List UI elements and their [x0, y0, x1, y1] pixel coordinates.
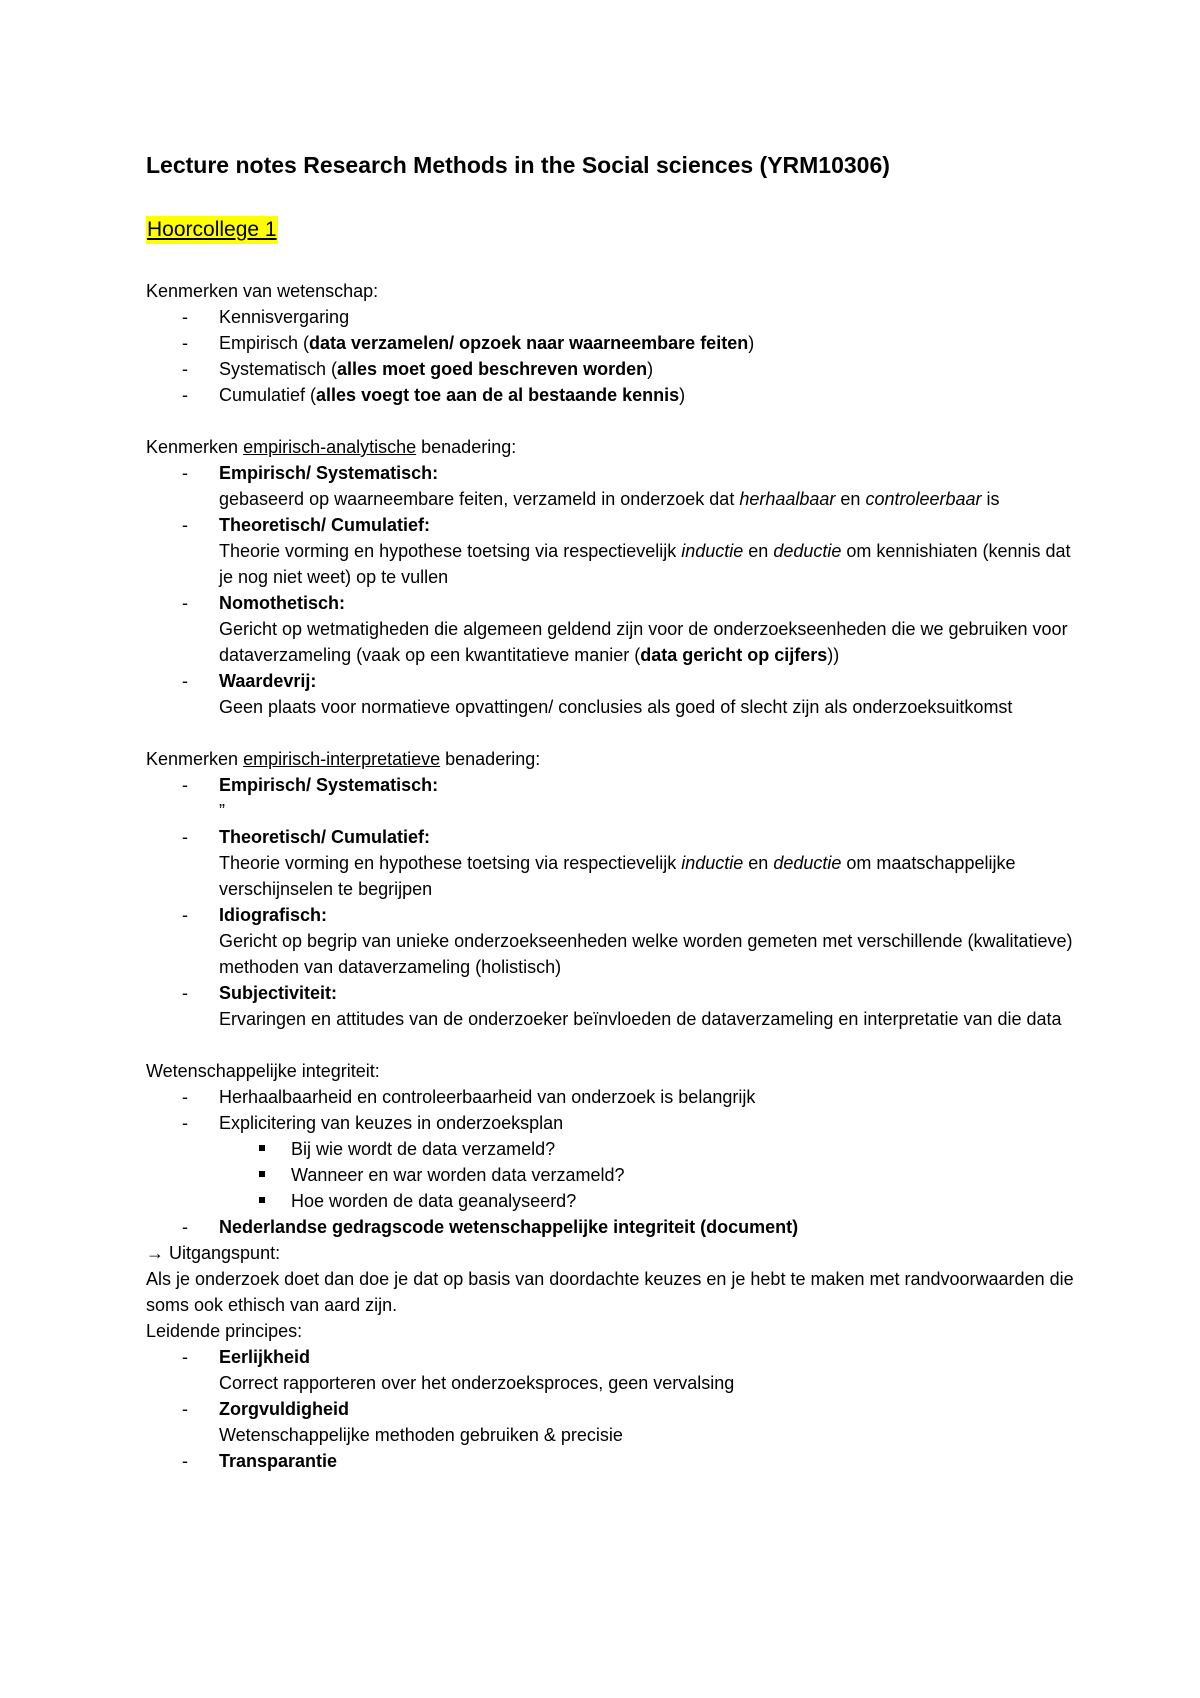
item-title: Eerlijkheid [219, 1347, 311, 1367]
item-text: gebaseerd op waarneembare feiten, verzameld in onderzoek dat [219, 489, 740, 509]
list-item [146, 330, 1076, 356]
paragraph: Als je onderzoek doet dan doe je dat op basis van doordachte keuzes en je hebt te maken met randvoorwaarden die soms ook ethisch van aard zijn. [146, 1269, 1074, 1315]
item-text: en [743, 541, 774, 561]
item-text: Ervaringen en attitudes van de onderzoeker beïnvloeden de dataverzameling en interpretatie van die data [219, 1009, 1062, 1029]
item-text: Theorie vorming en hypothese toetsing via respectievelijk [219, 541, 682, 561]
heading-underlined-text: empirisch-interpretatieve [243, 749, 441, 769]
item-bold-text: data gericht op cijfers [640, 645, 828, 665]
item-title: Idiografisch: [219, 905, 328, 925]
item-italic-text: inductie [681, 853, 744, 873]
item-text: ) [679, 385, 686, 405]
section-heading: Kenmerken van wetenschap: [146, 281, 379, 301]
item-title: Nederlandse gedragscode wetenschappelijke integriteit (document) [219, 1217, 799, 1237]
item-bold-text: data verzamelen/ opzoek naar waarneembare feiten [309, 333, 749, 353]
bullet-list [146, 1214, 1076, 1240]
item-title: Empirisch/ Systematisch: [219, 463, 439, 483]
item-title: Theoretisch/ Cumulatief: [219, 827, 431, 847]
item-title: Empirisch/ Systematisch: [219, 775, 439, 795]
heading-text: benadering: [416, 437, 517, 457]
list-item [146, 668, 1076, 720]
heading-underlined-text: empirisch-analytische [243, 437, 417, 457]
bullet-list [146, 772, 1076, 1032]
sub-list-item: Wanneer en war worden data verzameld? [146, 1162, 1076, 1188]
bullet-list [146, 1344, 1076, 1474]
sub-list-item: Bij wie wordt de data verzameld? [146, 1136, 1076, 1162]
item-title: Waardevrij: [219, 671, 317, 691]
sub-bullet-list [146, 1136, 1076, 1214]
section-heading: Leidende principes: [146, 1321, 303, 1341]
item-bold-text: alles voegt toe aan de al bestaande kennis [316, 385, 680, 405]
list-item [146, 1214, 1076, 1240]
list-item [146, 356, 1076, 382]
bullet-list [146, 1084, 1076, 1136]
item-bold-text: alles moet goed beschreven worden [337, 359, 648, 379]
item-text: Systematisch ( [219, 359, 338, 379]
item-title: Transparantie [219, 1451, 338, 1471]
list-item [146, 382, 1076, 408]
item-text: en [743, 853, 774, 873]
item-text: ) [647, 359, 654, 379]
list-item [146, 512, 1076, 590]
item-text: Geen plaats voor normatieve opvattingen/ conclusies als goed of slecht zijn als onderzoeksuitkomst [219, 697, 1013, 717]
item-title: Subjectiviteit: [219, 983, 338, 1003]
heading-text: benadering: [440, 749, 541, 769]
section-heading: Wetenschappelijke integriteit: [146, 1061, 380, 1081]
list-item [146, 590, 1076, 668]
item-text: om maatschappelijke verschijnselen te begrijpen [219, 853, 1016, 899]
ditto-mark: ” [219, 801, 225, 821]
document-title: Lecture notes Research Methods in the Social sciences (YRM10306) [146, 152, 890, 178]
item-text: Gericht op wetmatigheden die algemeen geldend zijn voor de onderzoekseenheden die we gebruiken voor dataverzameling (vaak op een kwantitatieve manier ( [219, 619, 1068, 665]
section-heading [146, 434, 1076, 460]
item-italic-text: deductie [773, 853, 842, 873]
heading-text: Kenmerken [146, 749, 244, 769]
list-item [146, 1110, 1076, 1136]
item-italic-text: controleerbaar [865, 489, 982, 509]
item-text: Herhaalbaarheid en controleerbaarheid van onderzoek is belangrijk [219, 1087, 756, 1107]
item-text: Wetenschappelijke methoden gebruiken & precisie [219, 1425, 623, 1445]
item-text: Explicitering van keuzes in onderzoeksplan [219, 1113, 564, 1133]
item-text: Gericht op begrip van unieke onderzoekseenheden welke worden gemeten met verschillende (kwalitatieve) methoden van dataverzameling (holistisch) [219, 931, 1073, 977]
list-item [146, 980, 1076, 1032]
list-item [146, 772, 1076, 824]
item-text: Empirisch ( [219, 333, 310, 353]
item-text: en [835, 489, 866, 509]
list-item [146, 460, 1076, 512]
list-item [146, 1344, 1076, 1396]
item-text: om kennishiaten (kennis dat je nog niet weet) op te vullen [219, 541, 1071, 587]
heading-text: Kenmerken [146, 437, 244, 457]
item-text: is [981, 489, 1000, 509]
list-item [146, 902, 1076, 980]
list-item [146, 304, 1076, 330]
item-text: ) [748, 333, 755, 353]
item-italic-text: herhaalbaar [739, 489, 836, 509]
section-heading [146, 746, 1076, 772]
item-title: Theoretisch/ Cumulatief: [219, 515, 431, 535]
list-item [146, 1396, 1076, 1448]
arrow-right-icon: → [146, 1243, 164, 1263]
item-text: Theorie vorming en hypothese toetsing via respectievelijk [219, 853, 682, 873]
item-text: )) [827, 645, 840, 665]
section-heading-hoorcollege: Hoorcollege 1 [146, 216, 278, 244]
item-text: Kennisvergaring [219, 307, 350, 327]
list-item [146, 1084, 1076, 1110]
item-italic-text: deductie [773, 541, 842, 561]
list-item [146, 824, 1076, 902]
item-italic-text: inductie [681, 541, 744, 561]
item-title: Nomothetisch: [219, 593, 345, 613]
bullet-list [146, 460, 1076, 720]
arrow-line [146, 1240, 1076, 1266]
list-item [146, 1448, 1076, 1474]
item-text: Correct rapporteren over het onderzoeksproces, geen vervalsing [219, 1373, 735, 1393]
arrow-text: Uitgangspunt: [164, 1243, 281, 1263]
item-text: Cumulatief ( [219, 385, 317, 405]
item-title: Zorgvuldigheid [219, 1399, 349, 1419]
document-body [146, 278, 1076, 1474]
bullet-list [146, 304, 1076, 408]
sub-list-item: Hoe worden de data geanalyseerd? [146, 1188, 1076, 1214]
